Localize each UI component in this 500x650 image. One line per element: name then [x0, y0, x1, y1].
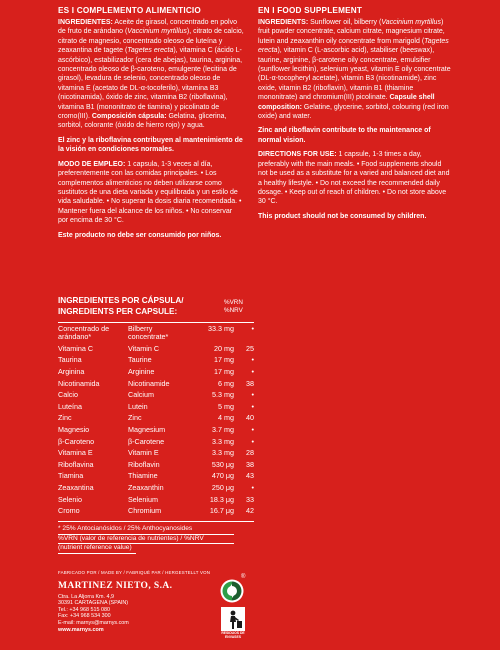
ingredient-en: Chromium: [128, 506, 162, 516]
en-ingredients-text-1: Sunflower oil, bilberry (: [308, 19, 382, 26]
en-claim: Zinc and riboflavin contribute to the maintenance of normal vision.: [258, 127, 431, 144]
ingredient-en: Magnesium: [128, 424, 166, 434]
footnote-anthocyanosides: * 25% Antocianósidos / 25% Anthocyanosides: [58, 525, 234, 535]
address-line-2: 30391 CARTAGENA (SPAIN): [58, 600, 129, 607]
ingredient-es: Selenio: [58, 494, 82, 504]
en-usage: [258, 150, 453, 206]
footnote-vrn: %VRN (valor de referencia de nutrientes) / %NRV: [58, 535, 234, 545]
ingredient-vrn: 43: [246, 471, 254, 481]
ingredient-en: Zinc: [128, 413, 142, 423]
ingredient-es: Tiamina: [58, 471, 84, 481]
ingredient-vrn: •: [251, 436, 254, 446]
ingredient-es: Arginina: [58, 366, 85, 376]
website: www.marnys.com: [58, 626, 104, 633]
es-ingredients: [58, 18, 244, 131]
es-shell-text: Gelatina, glicerina, sorbitol, colorante (óxido de hierro rojo) y agua.: [58, 113, 227, 130]
vrn-label: %VRN: [224, 299, 243, 306]
table-row: [58, 424, 254, 436]
ingredient-en: β-Carotene: [128, 436, 165, 446]
en-ingredients: [258, 18, 453, 121]
table-header: [58, 296, 254, 323]
recycle-caption: RESIDUOS DE ENVASES: [221, 631, 245, 639]
ingredient-vrn: •: [251, 355, 254, 365]
ingredient-amount: 5 mg: [218, 401, 234, 411]
table-row: [58, 389, 254, 401]
ingredient-en: Zeaxanthin: [128, 482, 164, 492]
ingredient-es: Taurina: [58, 355, 82, 365]
ingredient-amount: 6 mg: [218, 378, 234, 388]
en-usage-label: DIRECTIONS FOR USE:: [258, 151, 337, 159]
recycle-bin-icon: [221, 607, 245, 631]
ingredients-table: [58, 294, 254, 554]
ingredient-es: Riboflavina: [58, 459, 94, 469]
green-dot-icon: [220, 579, 244, 603]
ingredient-en: Taurine: [128, 355, 152, 365]
ingredient-en: Nicotinamide: [128, 378, 170, 388]
ingredient-vrn: 38: [246, 459, 254, 469]
table-row: [58, 494, 254, 506]
ingredient-amount: 17 mg: [214, 355, 234, 365]
table-body: [58, 323, 254, 517]
ingredient-amount: 3.7 mg: [212, 424, 234, 434]
en-heading: EN I FOOD SUPPLEMENT: [258, 6, 363, 15]
table-row: [58, 366, 254, 378]
ingredient-vrn: •: [251, 366, 254, 376]
en-warning: This product should not be consumed by children.: [258, 212, 427, 220]
made-by-line: FABRICADO POR / MADE BY / FABRIQUÉ PAR / HERGESTELLT VON: [58, 570, 211, 575]
es-heading: ES I COMPLEMENTO ALIMENTICIO: [58, 6, 201, 15]
ingredient-amount: 33.3 mg: [208, 324, 234, 333]
table-footnotes: [58, 521, 254, 554]
table-row: [58, 413, 254, 425]
ingredient-vrn: 25: [246, 343, 254, 353]
ingredient-es: Vitamina E: [58, 448, 93, 458]
en-ingredients-text-3: ), vitamin C (L-ascorbic acid), stabiliser (beeswax), taurine, arginine, β-carotene oily concentrate, emulsifier (sunflower lecithin), selenium yeast, vitamin E oily concentrate (DL-α-tocopheryl acetate), vitamin B3 (nicotinamide), zinc oxide, vitamin B2 (riboflavin), vitamin B1 (thiamine mononitrate) and chromium(III) picolinate.: [258, 47, 451, 102]
ingredient-en: Selenium: [128, 494, 158, 504]
ingredient-en: Thiamine: [128, 471, 158, 481]
ingredient-amount: 530 μg: [211, 459, 234, 469]
ingredient-vrn: •: [251, 424, 254, 434]
ingredient-vrn: 40: [246, 413, 254, 423]
table-row: [58, 343, 254, 355]
es-usage: [58, 160, 244, 226]
ingredient-amount: 16.7 μg: [209, 506, 234, 516]
ingredient-en: Riboflavin: [128, 459, 160, 469]
address-line-1: Ctra. La Aljorra Km. 4,9: [58, 593, 115, 600]
registered-mark: ®: [241, 574, 246, 580]
ingredient-amount: 3.3 mg: [212, 436, 234, 446]
table-row: [58, 482, 254, 494]
ingredient-amount: 17 mg: [214, 366, 234, 376]
ingredient-en: Lutein: [128, 401, 148, 411]
ingredient-es: β-Caroteno: [58, 436, 95, 446]
es-warning: Este producto no debe ser consumido por niños.: [58, 231, 222, 239]
ingredient-vrn: •: [251, 390, 254, 400]
ingredient-es: Vitamina C: [58, 343, 94, 353]
en-usage-text: 1 capsule, 1-3 times a day, preferably with the main meals. • Food supplements should not be used as a substitute for a varied and balanced diet and a healthy lifestyle. • Do not exceed the recommended daily dosage. • Keep out of reach of children. • Do not store above 30 °C.: [258, 151, 450, 206]
es-shell-label: Composición cápsula:: [91, 113, 167, 121]
es-species-2: Tagetes erecta: [127, 47, 174, 55]
es-ingredients-text-1: Aceite de girasol, concentrado en polvo de fruto de arándano (: [58, 19, 237, 36]
ingredient-vrn: •: [251, 401, 254, 411]
table-row: [58, 459, 254, 471]
ingredient-vrn: 38: [246, 378, 254, 388]
phone: Tel.: +34 968 515 080: [58, 606, 111, 613]
ingredient-en: Vitamin C: [128, 343, 160, 353]
ingredient-es: Zeaxantina: [58, 482, 94, 492]
table-row: [58, 355, 254, 367]
table-title-es: INGREDIENTES POR CÁPSULA/: [58, 296, 184, 305]
table-row: [58, 447, 254, 459]
table-title-en: INGREDIENTS PER CAPSULE:: [58, 306, 178, 316]
table-vrn-header: [224, 299, 254, 315]
ingredient-vrn: •: [251, 482, 254, 492]
es-claim: El zinc y la riboflavina contribuyen al mantenimiento de la visión en condiciones normales.: [58, 136, 243, 154]
ingredient-vrn: 33: [246, 494, 254, 504]
es-ingredients-text-2: ), citrato de calcio, citrato de magnesio, concentrado oleoso de luteína y zeaxantina de tagete (: [58, 28, 244, 55]
es-usage-label: MODO DE EMPLEO:: [58, 160, 126, 168]
ingredient-vrn: 28: [246, 448, 254, 458]
ingredient-es: Luteína: [58, 401, 82, 411]
english-column: [258, 6, 453, 226]
es-species-1: Vaccinium myrtillus: [127, 28, 187, 36]
en-ingredients-text-2: ) fruit powder concentrate, calcium citrate, magnesium citrate, lutein and zeaxanthin oily concentrate from marigold (: [258, 19, 445, 45]
ingredient-amount: 250 μg: [211, 482, 234, 492]
spanish-column: [58, 6, 244, 245]
ingredient-es: Concentrado de arándano*: [58, 324, 110, 341]
ingredient-es: Zinc: [58, 413, 72, 423]
ingredient-amount: 3.3 mg: [212, 448, 234, 458]
footnote-nrv: (nutrient reference value): [58, 544, 136, 554]
table-row: [58, 378, 254, 390]
ingredient-en: Vitamin E: [128, 448, 159, 458]
ingredient-amount: 5.3 mg: [212, 390, 234, 400]
es-ingredients-text-3: ), vitamina C (ácido L-ascórbico), estabilizador (cera de abejas), taurina, arginina, concentrado oleoso de β-caroteno, emulgente (lecitina de girasol), levadura de selenio, concentrado oleoso de vitamina E (acetato de DL-α-tocoferilo), vitamina B3 (nicotinamida), óxido de zinc, vitamina B2 (riboflavina), vitamina B1 (mononitrato de tiamina) y picolinato de cromo(III).: [58, 47, 243, 121]
manufacturer-block: [58, 570, 210, 633]
email: E-mail: marnys@marnys.com: [58, 619, 129, 626]
table-row: [58, 401, 254, 413]
ingredient-es: Calcio: [58, 390, 78, 400]
en-species-2: Tagetes erecta: [258, 37, 449, 55]
es-usage-text: 1 capsula, 1-3 veces al día, preferentemente con las comidas principales. • Los complementos alimenticios no deben utilizarse como sustitutos de una dieta variada y equilibrada y un estilo de vida saludable. • No superar la dosis diaria recomendada. • Mantener fuera del alcance de los niños. • No conservar por encima de 30 °C.: [58, 160, 242, 225]
ingredient-es: Nicotinamida: [58, 378, 100, 388]
ingredient-en: Arginine: [128, 366, 155, 376]
ingredient-en: Bilberry concentrate*: [128, 324, 169, 341]
en-shell-text: Gelatine, glycerine, sorbitol, colouring (red iron oxide) and water.: [258, 103, 449, 121]
ingredient-amount: 18.3 μg: [209, 494, 234, 504]
ingredient-amount: 470 μg: [211, 471, 234, 481]
table-row: [58, 436, 254, 448]
table-row: [58, 505, 254, 517]
ingredient-es: Magnesio: [58, 424, 90, 434]
ingredient-amount: 4 mg: [218, 413, 234, 423]
table-row: [58, 471, 254, 483]
en-shell-label: Capsule shell composition:: [258, 94, 435, 111]
table-row: [58, 323, 254, 343]
ingredient-vrn: 42: [246, 506, 254, 516]
nrv-label: %NRV: [224, 307, 243, 314]
en-species-1: Vaccinium myrtillus: [381, 19, 441, 26]
en-ingredients-label: INGREDIENTS:: [258, 19, 309, 26]
ingredient-en: Calcium: [128, 390, 154, 400]
company-name: MARTINEZ NIETO, S.A.: [58, 580, 173, 591]
es-ingredients-label: INGREDIENTES:: [58, 19, 113, 26]
ingredient-vrn: •: [251, 324, 254, 333]
ingredient-es: Cromo: [58, 506, 80, 516]
ingredient-amount: 20 mg: [214, 343, 234, 353]
fax: Fax: +34 968 534 300: [58, 613, 111, 620]
